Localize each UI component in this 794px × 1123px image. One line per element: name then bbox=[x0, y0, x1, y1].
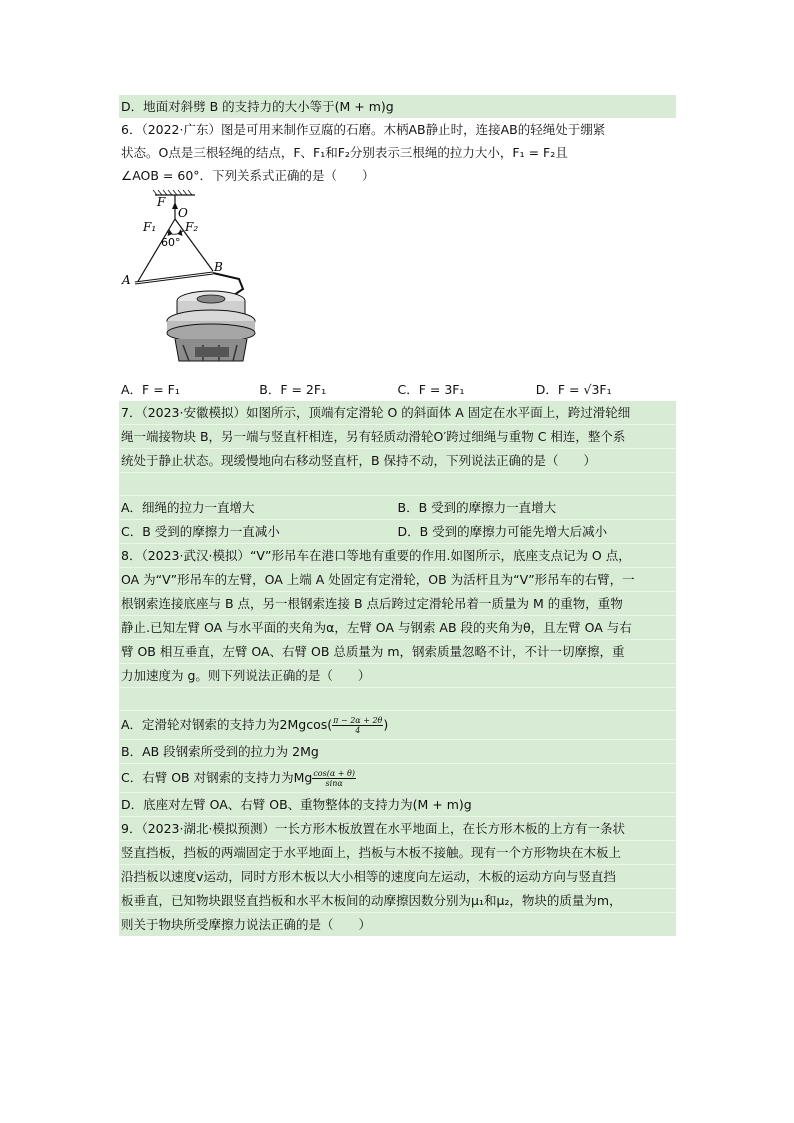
exam-page bbox=[119, 95, 676, 936]
q6-stem-line1: 6．（2022·广东）图是可用来制作豆腐的石磨。木柄AB静止时，连接AB的轻绳处于绷紧 bbox=[121, 122, 606, 137]
q8-choice-c-fraction bbox=[312, 769, 356, 788]
q8-choice-a[interactable] bbox=[119, 710, 676, 739]
q9-stem-line3: 沿挡板以速度v运动，同时方形木板以大小相等的速度向左运动，木板的运动方向与竖直挡 bbox=[119, 864, 676, 888]
q7-choices-row2 bbox=[119, 519, 676, 543]
q7-choice-c[interactable]: C．B 受到的摩擦力一直减小 bbox=[121, 524, 280, 539]
q7-choice-d[interactable]: D．B 受到的摩擦力可能先增大后减小 bbox=[397, 524, 608, 539]
q7-choice-a[interactable]: A．细绳的拉力一直增大 bbox=[121, 500, 255, 515]
fraction-numerator: cos(α + θ) bbox=[313, 769, 355, 778]
q8-stem-line6: 力加速度为 g。则下列说法正确的是（ ） bbox=[119, 663, 676, 687]
fraction-denominator: 4 bbox=[355, 726, 361, 735]
q8-stem-line4: 静止.已知左臂 OA 与水平面的夹角为α，左臂 OA 与钢索 AB 段的夹角为θ，且左臂 OA 与右 bbox=[119, 615, 676, 639]
q8-stem-line5: 臂 OB 相互垂直，左臂 OA、右臂 OB 总质量为 m，钢索质量忽略不计，不计一切摩擦，重 bbox=[119, 639, 676, 663]
q6-choice-b[interactable]: B．F = 2F₁ bbox=[259, 382, 327, 397]
q6-choice-c[interactable]: C．F = 3F₁ bbox=[397, 382, 465, 397]
q8-choice-b[interactable]: B．AB 段钢索所受到的拉力为 2Mg bbox=[119, 739, 676, 763]
q8-figure-space bbox=[119, 687, 676, 710]
q7-choice-b[interactable]: B．B 受到的摩擦力一直增大 bbox=[397, 500, 557, 515]
label-A: A bbox=[122, 273, 131, 287]
q8-choice-d[interactable]: D．底座对左臂 OA、右臂 OB、重物整体的支持力为(M + m)g bbox=[119, 792, 676, 816]
fraction-denominator: sinα bbox=[325, 779, 343, 788]
label-F: F bbox=[157, 195, 166, 209]
q7-stem-line1: 7．（2023·安徽模拟）如图所示，顶端有定滑轮 O 的斜面体 A 固定在水平面上，跨过滑轮细 bbox=[119, 401, 676, 424]
q6-stem-line3: ∠AOB = 60°．下列关系式正确的是（ ） bbox=[121, 168, 375, 183]
q6-choice-d[interactable]: D．F = √3F₁ bbox=[535, 382, 612, 397]
label-angle: 60° bbox=[161, 236, 181, 249]
q6-millstone-figure bbox=[119, 189, 676, 374]
fraction-numerator: π − 2α + 2θ bbox=[333, 716, 383, 725]
q7-stem-line3: 统处于静止状态。现缓慢地向右移动竖直杆，B 保持不动，下列说法正确的是（ ） bbox=[119, 448, 676, 472]
q8-stem-line1: 8．（2023·武汉·模拟）“V”形吊车在港口等地有重要的作用.如图所示，底座支点记为 O 点， bbox=[119, 543, 676, 567]
q8-choice-a-pre: A．定滑轮对钢索的支持力为2Mgcos( bbox=[121, 717, 333, 732]
q6-choice-a[interactable]: A．F = F₁ bbox=[121, 382, 180, 397]
q6-stem-line2: 状态。O点是三根轻绳的结点，F、F₁和F₂分别表示三根绳的拉力大小，F₁ = F₂且 bbox=[121, 145, 568, 160]
q7-choices-row1 bbox=[119, 495, 676, 519]
q9-stem-line4: 板垂直，已知物块跟竖直挡板和水平木板间的动摩擦因数分别为μ₁和μ₂，物块的质量为m， bbox=[119, 888, 676, 912]
q5-choice-d[interactable]: D．地面对斜劈 B 的支持力的大小等于(M + m)g bbox=[119, 95, 676, 118]
q8-stem-line2: OA 为“V”形吊车的左臂，OA 上端 A 处固定有定滑轮，OB 为活杆且为“V”形吊车的右臂，一 bbox=[119, 567, 676, 591]
q7-stem-line2: 绳一端接物块 B，另一端与竖直杆相连，另有轻质动滑轮O′跨过细绳与重物 C 相连，整个系 bbox=[119, 424, 676, 448]
label-O: O bbox=[178, 206, 188, 220]
label-F1: F₁ bbox=[143, 220, 157, 234]
q8-choice-a-post: ) bbox=[383, 717, 389, 732]
q8-choice-c[interactable] bbox=[119, 763, 676, 792]
q8-choice-a-fraction bbox=[332, 716, 383, 735]
q8-choice-c-pre: C．右臂 OB 对钢索的支持力为Mg bbox=[121, 770, 313, 785]
label-F2: F₂ bbox=[185, 220, 199, 234]
q9-stem-line2: 竖直挡板，挡板的两端固定于水平地面上，挡板与木板不接触。现有一个方形物块在木板上 bbox=[119, 840, 676, 864]
q9-stem-line1: 9．（2023·湖北·模拟预测）一长方形木板放置在水平地面上，在长方形木板的上方有一条状 bbox=[119, 816, 676, 840]
q8-stem-line3: 根钢索连接底座与 B 点，另一根钢索连接 B 点后跨过定滑轮吊着一质量为 M 的重物，重物 bbox=[119, 591, 676, 615]
q7-figure-space bbox=[119, 472, 676, 495]
q9-stem-line5: 则关于物块所受摩擦力说法正确的是（ ） bbox=[119, 912, 676, 936]
millstone-diagram bbox=[119, 189, 279, 371]
label-B: B bbox=[214, 260, 223, 274]
q6-choices bbox=[119, 378, 676, 401]
